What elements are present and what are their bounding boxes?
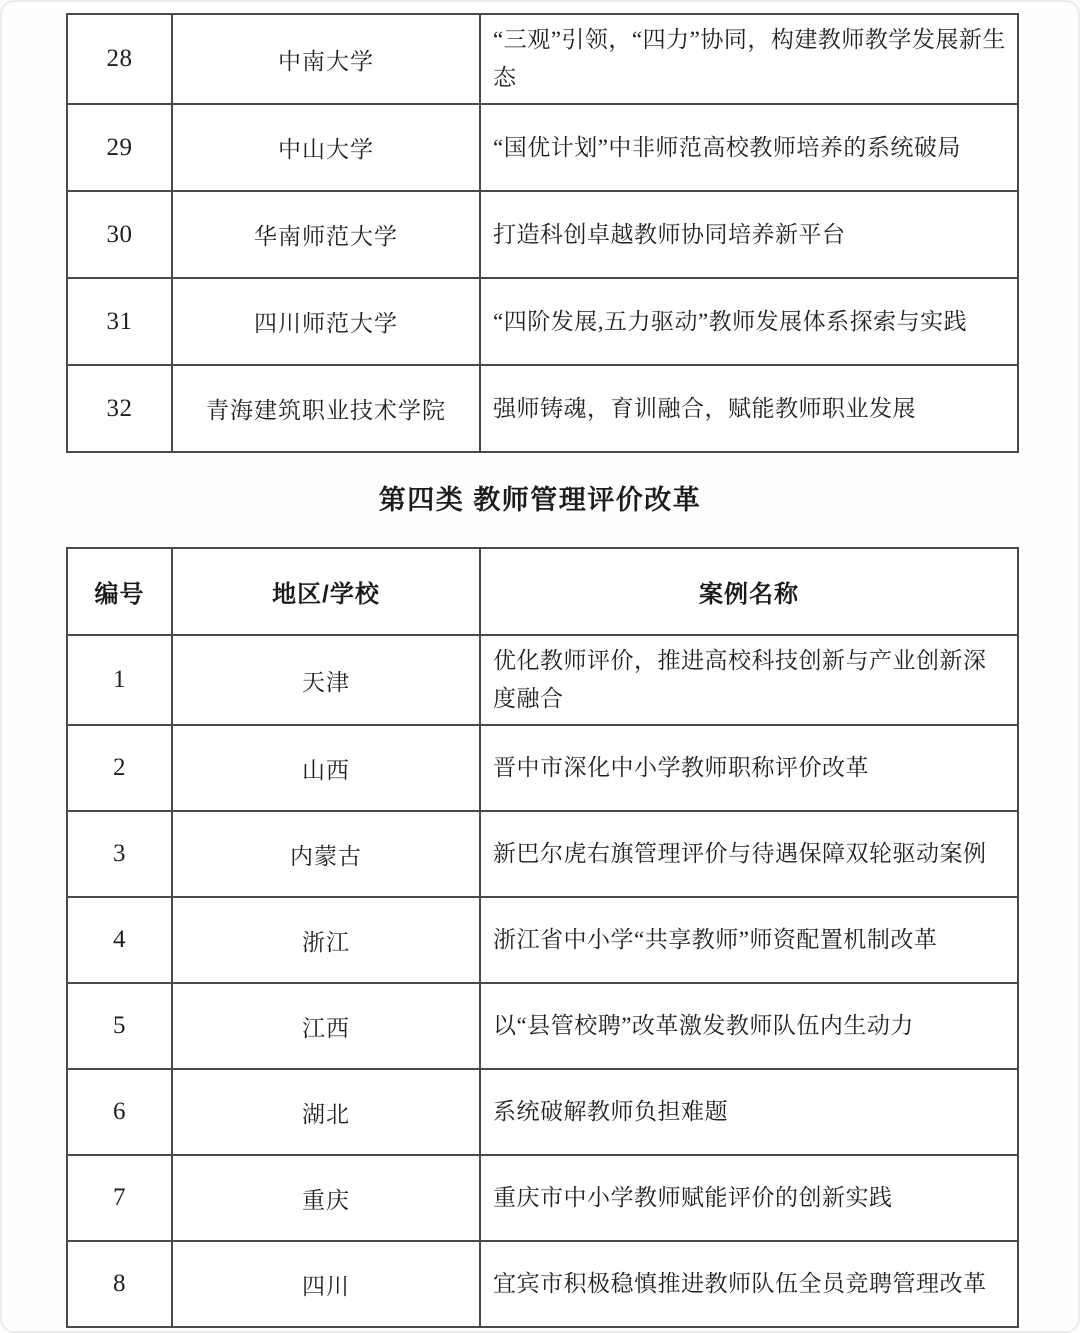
table-row (67, 278, 1018, 365)
header-number: 编号 (67, 548, 172, 635)
table-row (67, 14, 1018, 104)
table-body (67, 635, 1018, 1327)
table-previous-category-continued (66, 13, 1019, 453)
region-school-cell: 华南师范大学 (172, 191, 480, 278)
row-number-cell: 7 (67, 1155, 172, 1241)
row-number-cell: 29 (67, 104, 172, 191)
table-row (67, 1241, 1018, 1327)
row-number-cell: 2 (67, 725, 172, 811)
region-school-cell: 中南大学 (172, 14, 480, 104)
case-name-cell: 优化教师评价，推进高校科技创新与产业创新深度融合 (480, 635, 1018, 725)
case-name-cell: 系统破解教师负担难题 (480, 1069, 1018, 1155)
row-number-cell: 30 (67, 191, 172, 278)
region-school-cell: 江西 (172, 983, 480, 1069)
case-name-cell: 以“县管校聘”改革激发教师队伍内生动力 (480, 983, 1018, 1069)
table-body (67, 14, 1018, 452)
table-row (67, 191, 1018, 278)
table-row (67, 811, 1018, 897)
table-row (67, 104, 1018, 191)
table-category-4 (66, 547, 1019, 1328)
case-name-cell: 新巴尔虎右旗管理评价与待遇保障双轮驱动案例 (480, 811, 1018, 897)
table-row (67, 365, 1018, 452)
header-case-name: 案例名称 (480, 548, 1018, 635)
region-school-cell: 湖北 (172, 1069, 480, 1155)
table-row (67, 897, 1018, 983)
section-title: 第四类 教师管理评价改革 (378, 485, 702, 515)
row-number-cell: 4 (67, 897, 172, 983)
table-header (67, 548, 1018, 635)
case-name-cell: 浙江省中小学“共享教师”师资配置机制改革 (480, 897, 1018, 983)
case-name-cell: “三观”引领，“四力”协同，构建教师教学发展新生态 (480, 14, 1018, 104)
row-number-cell: 8 (67, 1241, 172, 1327)
row-number-cell: 6 (67, 1069, 172, 1155)
region-school-cell: 重庆 (172, 1155, 480, 1241)
case-name-cell: 强师铸魂，育训融合，赋能教师职业发展 (480, 365, 1018, 452)
case-name-cell: “四阶发展,五力驱动”教师发展体系探索与实践 (480, 278, 1018, 365)
case-name-cell: 重庆市中小学教师赋能评价的创新实践 (480, 1155, 1018, 1241)
header-region-school: 地区/学校 (172, 548, 480, 635)
region-school-cell: 青海建筑职业技术学院 (172, 365, 480, 452)
row-number-cell: 28 (67, 14, 172, 104)
case-name-cell: 打造科创卓越教师协同培养新平台 (480, 191, 1018, 278)
region-school-cell: 天津 (172, 635, 480, 725)
header-row (67, 548, 1018, 635)
region-school-cell: 内蒙古 (172, 811, 480, 897)
row-number-cell: 31 (67, 278, 172, 365)
region-school-cell: 浙江 (172, 897, 480, 983)
region-school-cell: 四川 (172, 1241, 480, 1327)
region-school-cell: 四川师范大学 (172, 278, 480, 365)
row-number-cell: 5 (67, 983, 172, 1069)
table-row (67, 983, 1018, 1069)
case-name-cell: “国优计划”中非师范高校教师培养的系统破局 (480, 104, 1018, 191)
row-number-cell: 3 (67, 811, 172, 897)
table-row (67, 1155, 1018, 1241)
table-row (67, 725, 1018, 811)
region-school-cell: 山西 (172, 725, 480, 811)
table-row (67, 635, 1018, 725)
row-number-cell: 1 (67, 635, 172, 725)
row-number-cell: 32 (67, 365, 172, 452)
region-school-cell: 中山大学 (172, 104, 480, 191)
table-row (67, 1069, 1018, 1155)
case-name-cell: 晋中市深化中小学教师职称评价改革 (480, 725, 1018, 811)
case-name-cell: 宜宾市积极稳慎推进教师队伍全员竞聘管理改革 (480, 1241, 1018, 1327)
